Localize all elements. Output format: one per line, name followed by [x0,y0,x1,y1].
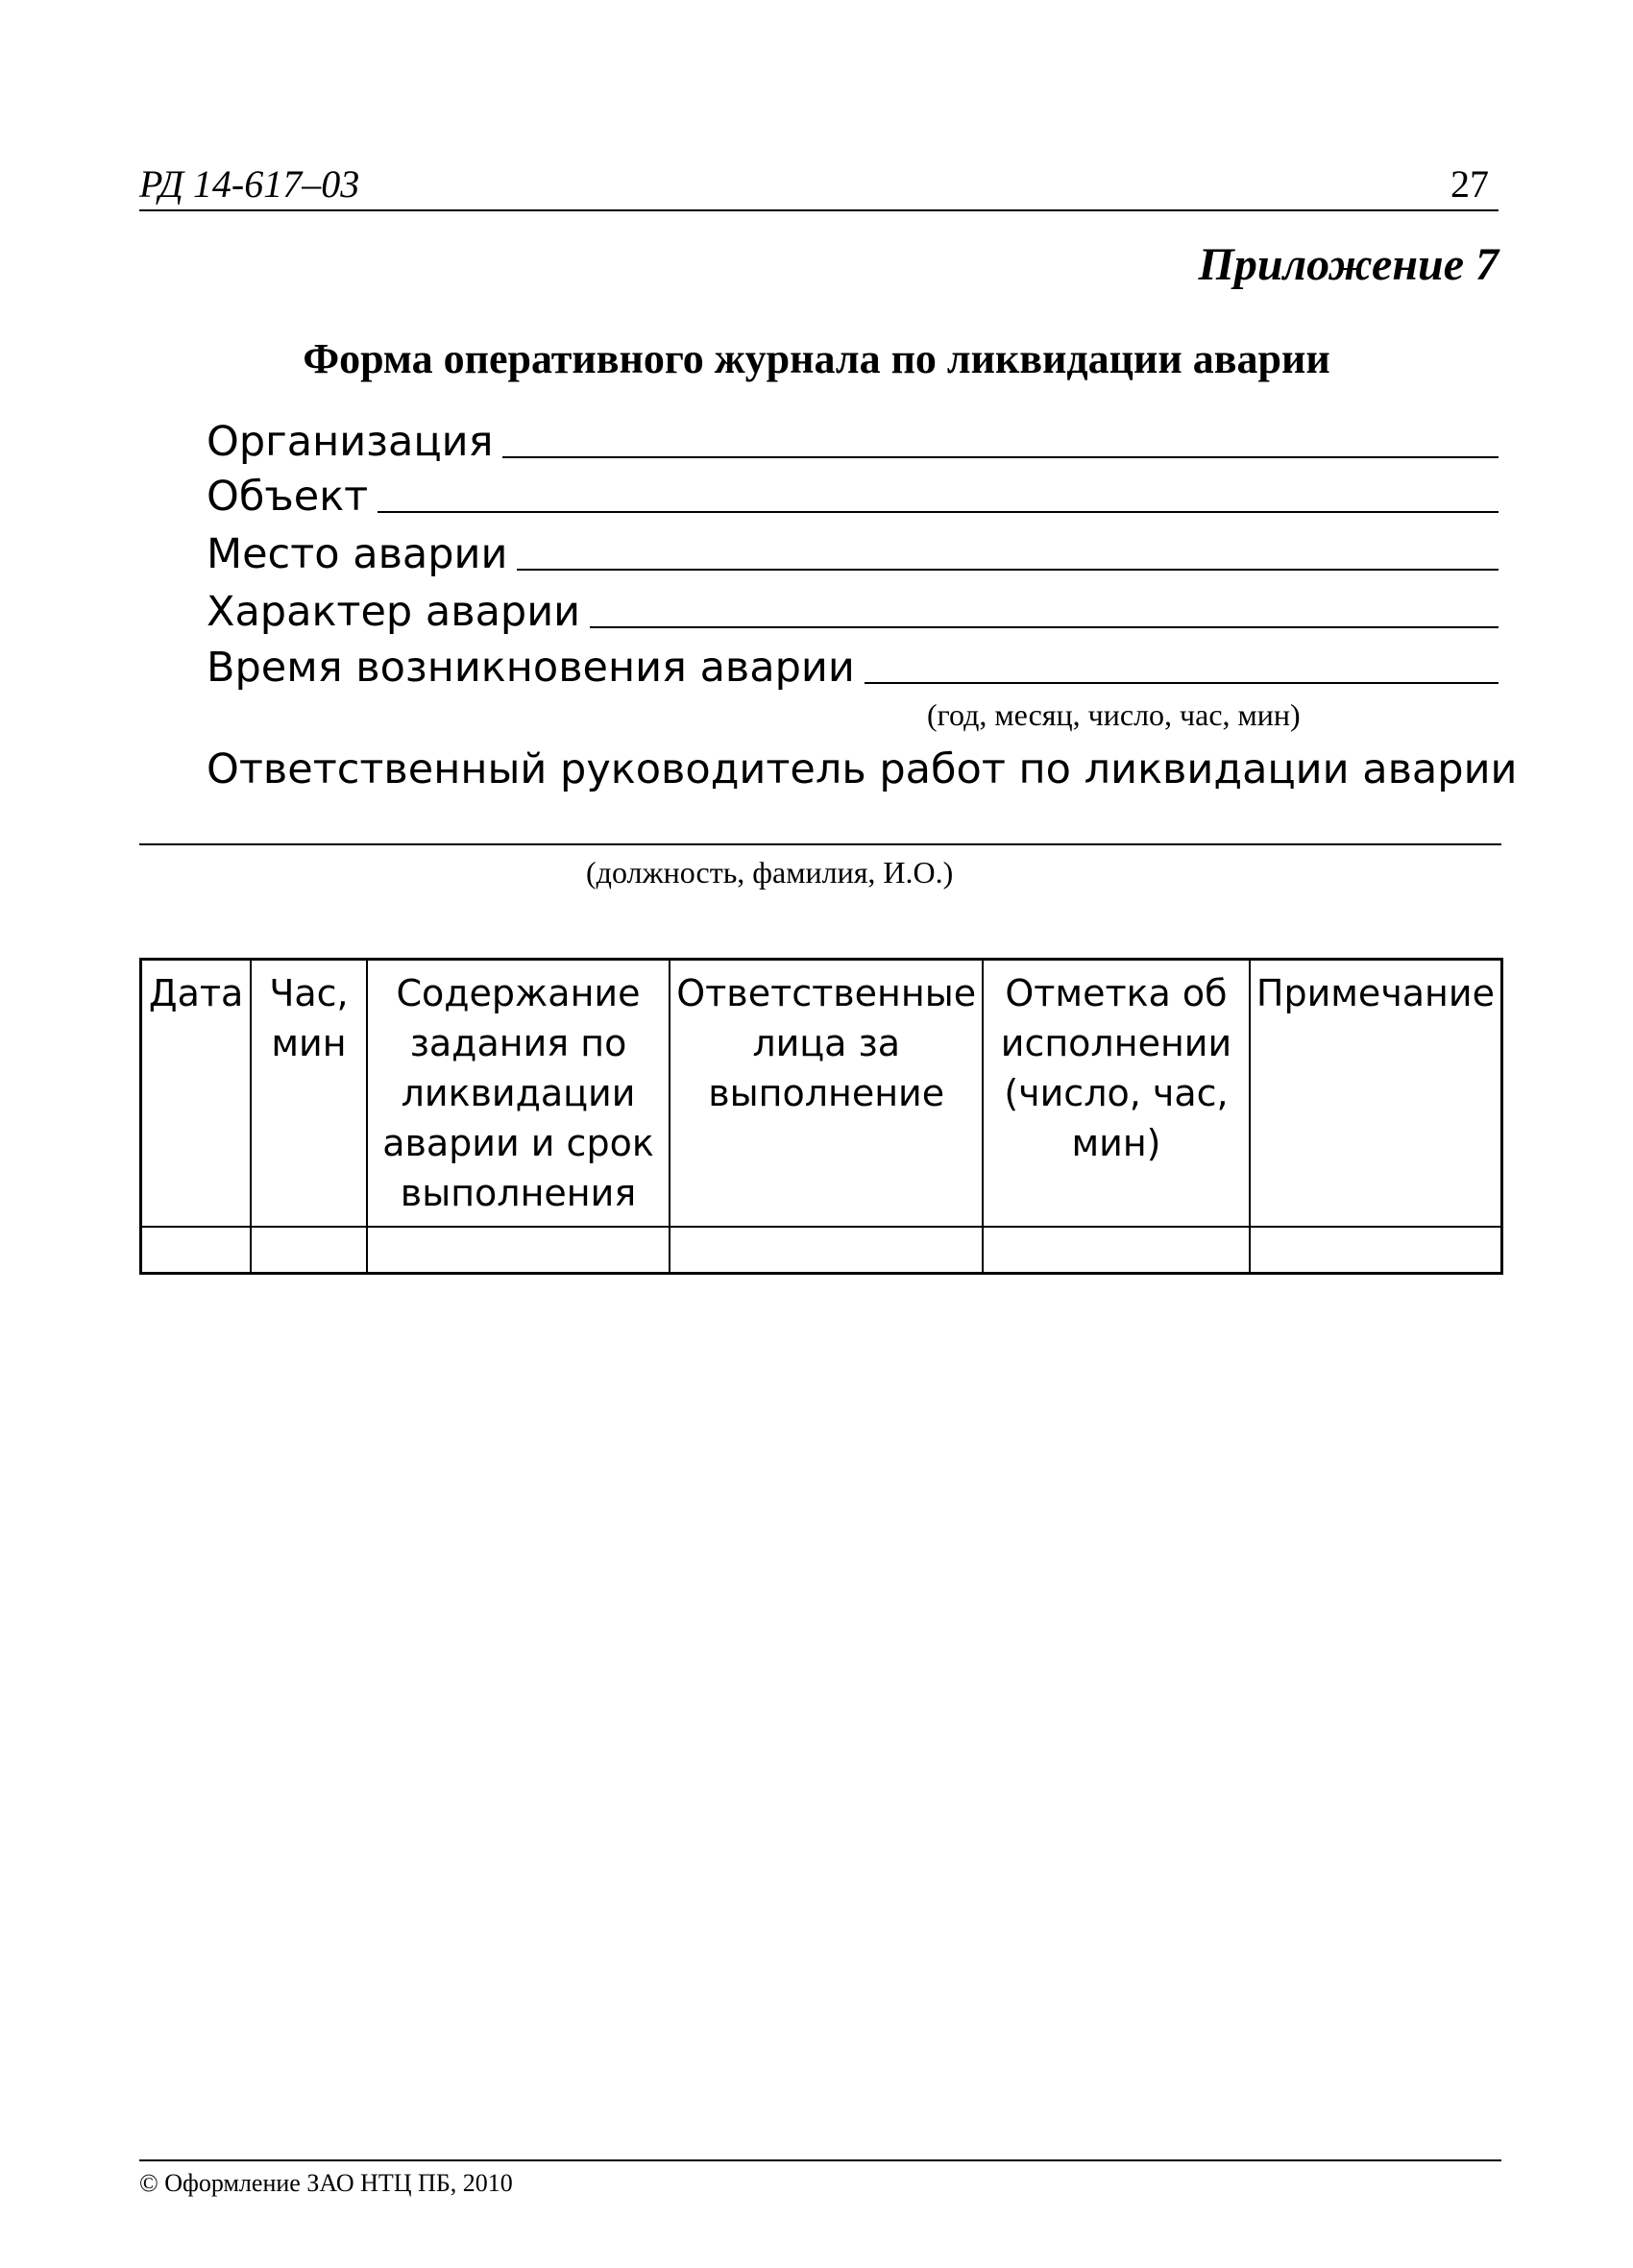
column-header-responsible: Ответственные лица за выполнение [670,960,983,1228]
accident-time-hint: (год, месяц, число, час, мин) [927,697,1301,732]
table-cell [983,1227,1250,1274]
footer-divider [139,2159,1501,2161]
object-label: Объект [207,473,369,521]
journal-table [139,958,1503,1275]
table-header-row [141,960,1502,1228]
responsible-manager-blank-line-full [139,843,1501,845]
page-title: Форма оперативного журнала по ликвидации аварии [303,335,1330,382]
table-cell [670,1227,983,1274]
column-header-completion-mark: Отметка об исполнении (число, час, мин) [983,960,1250,1228]
table-cell [1250,1227,1502,1274]
column-header-date: Дата [141,960,252,1228]
accident-nature-label: Характер аварии [207,588,581,636]
organization-label: Организация [207,418,494,466]
page-number: 27 [1450,162,1489,206]
responsible-manager-hint: (должность, фамилия, И.О.) [586,855,954,890]
responsible-manager-field [207,745,1518,793]
column-header-time: Час, мин [251,960,367,1228]
document-code: РД 14-617–03 [139,162,360,206]
responsible-manager-label: Ответственный руководитель работ по ликвидации аварии [207,745,1518,793]
object-field [207,473,1499,521]
footer-copyright: © Оформление ЗАО НТЦ ПБ, 2010 [139,2169,513,2197]
appendix-label: Приложение 7 [1198,239,1499,290]
table-cell [251,1227,367,1274]
accident-time-field [207,644,1499,692]
table-cell [367,1227,670,1274]
header-divider [139,209,1499,211]
organization-blank-line [502,456,1499,458]
table-cell [141,1227,252,1274]
accident-time-label: Время возникновения аварии [207,644,855,692]
column-header-task: Содержание задания по ликвидации аварии и срок выполнения [367,960,670,1228]
organization-field [207,418,1499,466]
accident-time-blank-line [865,682,1499,684]
accident-nature-field [207,588,1499,636]
accident-place-blank-line [517,569,1499,571]
table-row [141,1227,1502,1274]
object-blank-line [378,511,1499,513]
accident-place-label: Место аварии [207,530,508,578]
accident-nature-blank-line [590,626,1499,628]
column-header-note: Примечание [1250,960,1502,1228]
accident-place-field [207,530,1499,578]
